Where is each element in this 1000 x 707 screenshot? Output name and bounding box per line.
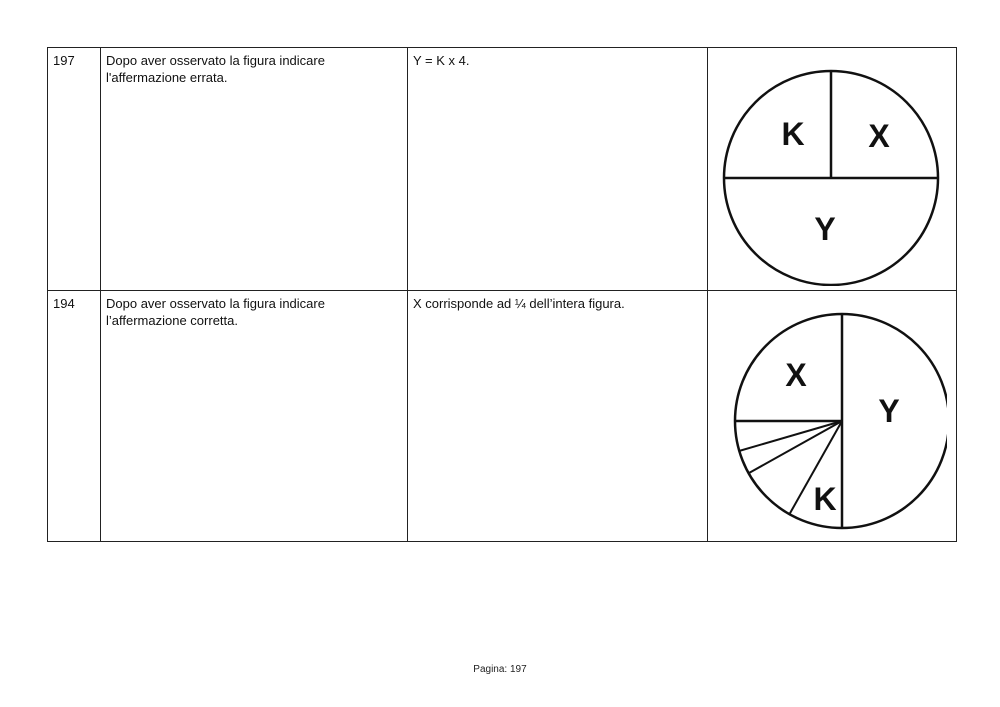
pie-figure-2 [717,295,947,537]
page-footer: Pagina: 197 [473,664,527,675]
table-row [48,48,957,291]
label-k: K [781,116,805,152]
answer-text: Y = K x 4. [408,48,708,291]
label-x: X [785,357,807,393]
question-number: 197 [48,48,101,291]
figure-cell [708,291,957,542]
label-k: K [813,481,837,517]
figure-cell [708,48,957,291]
answer-text: X corrisponde ad ¼ dell’intera figura. [408,291,708,542]
label-x: X [868,118,890,154]
table-row [48,291,957,542]
label-y: Y [814,211,836,247]
questions-table [47,47,957,542]
label-y: Y [878,393,900,429]
question-text: Dopo aver osservato la figura indicare l'affermazione errata. [101,48,408,291]
question-text: Dopo aver osservato la figura indicare l’affermazione corretta. [101,291,408,542]
pie-figure-1 [722,52,942,286]
question-number: 194 [48,291,101,542]
